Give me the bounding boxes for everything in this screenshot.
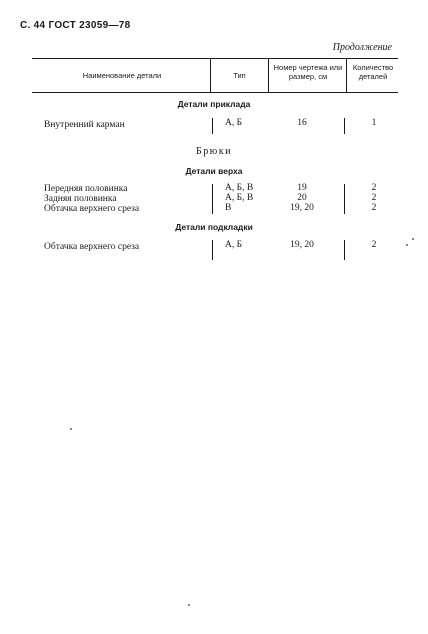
part-type: А, Б bbox=[225, 118, 243, 128]
part-type: А, Б, В bbox=[225, 193, 254, 203]
column-header-type: Тип bbox=[233, 71, 246, 80]
scan-speck bbox=[412, 238, 414, 240]
part-quantity: 2 bbox=[371, 240, 377, 250]
scan-speck bbox=[70, 428, 72, 430]
section-title: Детали подкладки bbox=[175, 222, 253, 232]
cell-divider bbox=[344, 240, 345, 260]
cell-divider bbox=[212, 118, 213, 134]
column-header-drawing: Номер чертежа или размер, см bbox=[273, 63, 343, 81]
part-drawing: 19 bbox=[297, 183, 307, 193]
scan-speck bbox=[188, 604, 190, 606]
cell-divider bbox=[212, 240, 213, 260]
part-type: А, Б bbox=[225, 240, 243, 250]
cell-divider bbox=[344, 184, 345, 214]
part-drawing: 20 bbox=[297, 193, 307, 203]
table-top-rule bbox=[32, 58, 398, 59]
continuation-label: Продолжение bbox=[332, 42, 392, 53]
cell-divider bbox=[212, 184, 213, 214]
part-quantity: 2 bbox=[371, 193, 377, 203]
section-title: Детали верха bbox=[185, 166, 243, 176]
column-divider bbox=[268, 59, 269, 92]
part-type: А, Б, В bbox=[225, 183, 254, 193]
part-name: Передняя половинка bbox=[44, 184, 128, 194]
part-name: Внутренний карман bbox=[44, 120, 125, 130]
part-drawing: 19, 20 bbox=[290, 203, 314, 213]
table-header-bottom-rule bbox=[32, 92, 398, 93]
part-drawing: 16 bbox=[297, 118, 307, 128]
page-header: С. 44 ГОСТ 23059—78 bbox=[20, 20, 131, 31]
scan-speck bbox=[406, 244, 408, 246]
part-drawing: 19, 20 bbox=[290, 240, 314, 250]
cell-divider bbox=[344, 118, 345, 134]
part-name: Задняя половинка bbox=[44, 194, 117, 204]
part-quantity: 1 bbox=[371, 118, 377, 128]
column-header-quantity: Количество деталей bbox=[352, 63, 394, 81]
part-name: Обтачка верхнего среза bbox=[44, 242, 140, 252]
part-name: Обтачка верхнего среза bbox=[44, 204, 140, 214]
part-type: В bbox=[225, 203, 232, 213]
part-quantity: 2 bbox=[371, 183, 377, 193]
part-quantity: 2 bbox=[371, 203, 377, 213]
column-divider bbox=[346, 59, 347, 92]
section-title: Детали приклада bbox=[177, 99, 251, 109]
garment-title: Брюки bbox=[196, 146, 232, 157]
column-header-name: Наименование детали bbox=[82, 71, 162, 80]
